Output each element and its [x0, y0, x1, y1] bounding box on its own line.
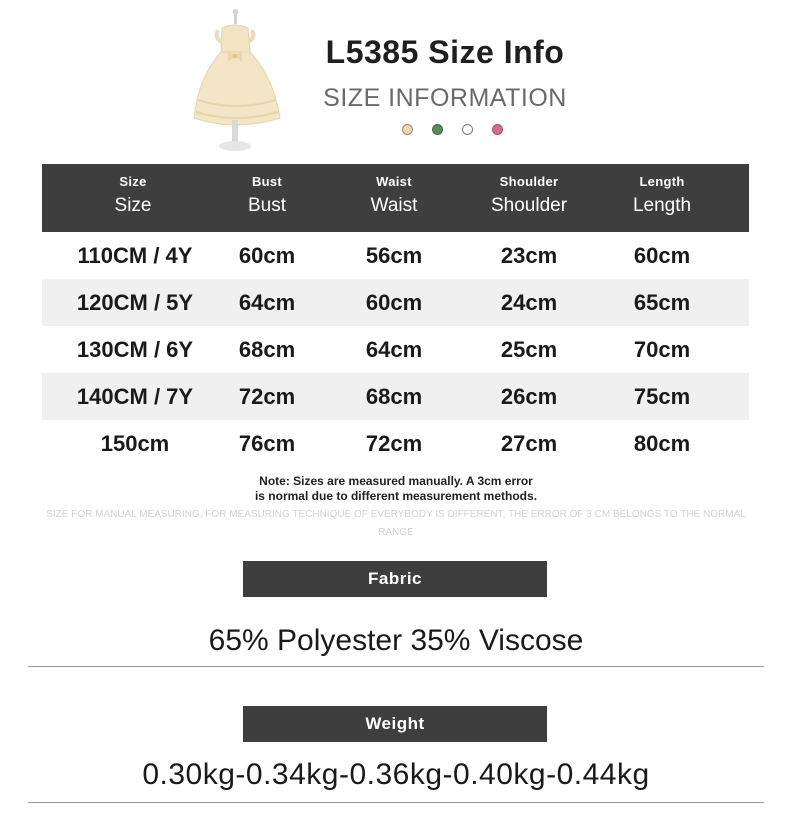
note-line-2: is normal due to different measurement methods. [254, 489, 538, 503]
table-cell-size: 140CM / 7Y [76, 384, 194, 409]
table-row [42, 420, 749, 467]
fabric-heading: Fabric [243, 561, 547, 597]
size-table [42, 164, 749, 467]
table-row [42, 326, 749, 373]
column-header-bust: Bust Bust [247, 174, 287, 216]
column-header-size: Size Size [114, 174, 152, 216]
table-cell-shoulder: 24cm [500, 290, 558, 315]
color-swatch-pink[interactable] [492, 124, 503, 135]
table-cell-waist: 68cm [365, 384, 423, 409]
table-cell-bust: 64cm [238, 290, 296, 315]
table-header [42, 164, 749, 232]
fabric-composition: 65% Polyester 35% Viscose [208, 624, 584, 657]
table-cell-bust: 68cm [238, 337, 296, 362]
table-cell-waist: 72cm [365, 431, 423, 456]
measurement-note [196, 474, 596, 504]
table-row [42, 373, 749, 420]
table-cell-length: 65cm [633, 290, 691, 315]
table-cell-shoulder: 23cm [500, 243, 558, 268]
table-cell-size: 110CM / 4Y [77, 243, 193, 268]
table-cell-shoulder: 25cm [500, 337, 558, 362]
table-cell-waist: 64cm [365, 337, 423, 362]
color-swatch-white[interactable] [462, 124, 473, 135]
dress-product-image [188, 8, 288, 158]
table-cell-length: 80cm [633, 431, 691, 456]
table-cell-length: 60cm [633, 243, 691, 268]
measurement-note-faint: SIZE FOR MANUAL MEASURING, FOR MEASURING TECHNIQUE OF EVERYBODY IS DIFFERENT, THE ERROR OF 3 CM BELONGS TO THE NORMAL RANGE [46, 509, 746, 538]
weight-values: 0.30kg-0.34kg-0.36kg-0.40kg-0.44kg [142, 758, 650, 791]
table-cell-waist: 60cm [365, 290, 423, 315]
table-row [42, 279, 749, 326]
divider [28, 666, 764, 667]
table-cell-length: 75cm [633, 384, 691, 409]
table-cell-size: 120CM / 5Y [76, 290, 194, 315]
color-swatch-green[interactable] [432, 124, 443, 135]
table-cell-bust: 60cm [238, 243, 296, 268]
note-line-1: Note: Sizes are measured manually. A 3cm error [259, 474, 533, 488]
table-cell-shoulder: 27cm [500, 431, 558, 456]
column-header-shoulder: Shoulder Shoulder [490, 174, 568, 216]
page-title: L5385 Size Info [325, 34, 565, 70]
table-cell-size: 150cm [100, 431, 170, 456]
table-cell-bust: 76cm [238, 431, 296, 456]
table-cell-shoulder: 26cm [500, 384, 558, 409]
divider [28, 802, 764, 803]
weight-heading: Weight [243, 706, 547, 742]
column-header-waist: Waist Waist [370, 174, 418, 216]
table-cell-bust: 72cm [238, 384, 296, 409]
table-cell-waist: 56cm [365, 243, 423, 268]
table-cell-length: 70cm [633, 337, 691, 362]
table-row [42, 232, 749, 279]
table-cell-size: 130CM / 6Y [76, 337, 194, 362]
color-swatch-champagne[interactable] [402, 124, 413, 135]
column-header-length: Length Length [632, 174, 692, 216]
page-subtitle: SIZE INFORMATION [323, 84, 567, 112]
